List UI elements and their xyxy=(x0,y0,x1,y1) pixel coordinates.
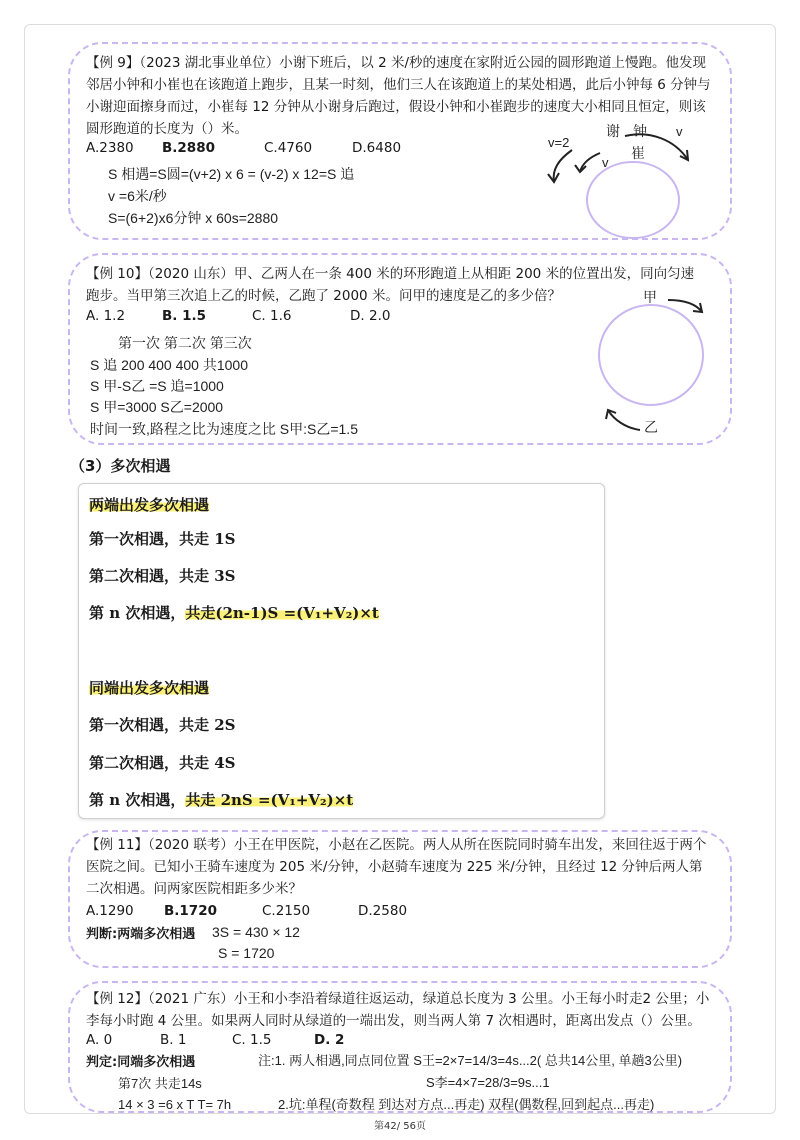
two-ends-nth-formula: 共走(2n-1)S =(V₁+V₂)×t xyxy=(185,604,379,622)
example-10-option-d: D. 2.0 xyxy=(350,308,391,324)
same-end-title: 同端出发多次相遇 xyxy=(89,679,210,697)
example-12-note-a: 第7次 共走14s xyxy=(118,1076,202,1091)
example-9-option-a: A.2380 xyxy=(86,140,134,156)
label-v2: v=2 xyxy=(548,135,570,150)
same-end-second: 第二次相遇，共走 4S xyxy=(89,754,236,772)
example-12-option-c: C. 1.5 xyxy=(232,1032,272,1048)
label-cui: 崔 xyxy=(631,146,645,162)
example-10-note-4: S 甲=3000 S乙=2000 xyxy=(90,399,224,415)
example-10-note-1: 第一次 第二次 第三次 xyxy=(118,335,252,351)
label-xie: 谢 xyxy=(606,124,620,140)
two-ends-second: 第二次相遇，共走 3S xyxy=(89,567,236,585)
page-number: 第42/ 56页 xyxy=(374,1121,426,1132)
section-title: （3）多次相遇 xyxy=(70,457,171,475)
example-11-note-1: 3S = 430 × 12 xyxy=(212,924,300,940)
example-9-track-diagram xyxy=(540,120,720,245)
example-10-note-3: S 甲-S乙 =S 追=1000 xyxy=(90,378,224,394)
example-12-question: 【例 12】（2021 广东）小王和小李沿着绿道往返运动，绿道总长度为 3 公里。小王每小时走2 公里；小李每小时跑 4 公里。如果两人同时从绿道的一端出发，则当两人第 7 次相遇时，距离出发点（）公里。 xyxy=(86,991,710,1029)
example-10-question: 【例 10】（2020 山东）甲、乙两人在一条 400 米的环形跑道上从相距 200 米的位置出发，同向匀速跑步。当甲第三次追上乙的时候，乙跑了 2000 米。问甲的速度是乙的多少倍？ xyxy=(86,266,695,304)
example-9-option-c: C.4760 xyxy=(264,140,313,156)
example-9-note-3: S=(6+2)x6分钟 x 60s=2880 xyxy=(108,210,279,226)
arrow-yi xyxy=(608,410,640,430)
example-9-option-b: B.2880 xyxy=(162,140,215,156)
example-11-judge: 判断:两端多次相遇 xyxy=(86,927,196,942)
circular-track xyxy=(599,305,703,405)
example-11-option-d: D.2580 xyxy=(358,903,408,919)
example-11-option-c: C.2150 xyxy=(262,903,311,919)
example-10-option-a: A. 1.2 xyxy=(86,308,126,324)
same-end-nth-formula: 共走 2nS =(V₁+V₂)×t xyxy=(185,791,354,809)
example-11-question: 【例 11】（2020 联考）小王在甲医院，小赵在乙医院。两人从所在医院同时骑车出发，来回往返于两个医院之间。已知小王骑车速度为 205 米/分钟，小赵骑车速度为 225 米/分钟，且经过 12 分钟后两人第二次相遇。问两家医院相距多少米？ xyxy=(86,837,707,897)
example-9-question: 【例 9】（2023 湖北事业单位）小谢下班后，以 2 米/秒的速度在家附近公园的圆形跑道上慢跑。他发现邻居小钟和小崔也在该跑道上跑步，且某一时刻，他们三人在该跑道上的某处相遇，此后小钟每 6 分钟与小谢迎面擦身而过，小崔每 12 分钟从小谢身后跑过，假设小钟和小崔跑步的速度大小相同且恒定，则该圆形跑道的长度为（）米。 xyxy=(86,55,711,137)
example-12-note-1: 注:1. 两人相遇,同点同位置 S王=2×7=14/3=4s...2( 总共14公里, 单趟3公里) xyxy=(258,1053,683,1068)
example-10-note-2: S 追 200 400 400 共1000 xyxy=(90,357,249,373)
example-12-option-d: D. 2 xyxy=(314,1032,345,1048)
two-ends-first: 第一次相遇，共走 1S xyxy=(89,530,236,548)
two-ends-nth-prefix: 第 n 次相遇， xyxy=(89,604,186,622)
circular-track xyxy=(587,162,679,238)
same-end-first: 第一次相遇，共走 2S xyxy=(89,716,236,734)
example-12-judge: 判定:同端多次相遇 xyxy=(86,1055,196,1070)
example-12-note-2: 2.坑:单程(奇数程 到达对方点...再走) 双程(偶数程,回到起点...再走) xyxy=(278,1097,655,1112)
example-10-note-5: 时间一致,路程之比为速度之比 S甲:S乙=1.5 xyxy=(90,421,358,437)
label-jia: 甲 xyxy=(643,290,657,306)
example-11-option-a: A.1290 xyxy=(86,903,134,919)
example-12-note-b: 14 × 3 =6 x T T= 7h xyxy=(118,1097,232,1112)
example-9-note-2: v =6米/秒 xyxy=(108,188,167,204)
example-12-option-b: B. 1 xyxy=(160,1032,187,1048)
label-zhong: 钟 xyxy=(633,124,647,140)
example-10-option-b: B. 1.5 xyxy=(162,308,207,324)
example-9-note-1: S 相遇=S圆=(v+2) x 6 = (v-2) x 12=S 追 xyxy=(108,166,355,182)
multiple-meetings-card xyxy=(78,483,605,819)
example-12-option-a: A. 0 xyxy=(86,1032,113,1048)
example-10-track-diagram xyxy=(590,282,720,442)
example-11-option-b: B.1720 xyxy=(164,903,217,919)
example-12-note-1b: S李=4×7=28/3=9s...1 xyxy=(426,1075,550,1090)
two-ends-title: 两端出发多次相遇 xyxy=(89,496,210,514)
example-11-note-2: S = 1720 xyxy=(218,945,275,961)
label-yi: 乙 xyxy=(644,420,658,436)
label-v-right: v xyxy=(676,124,683,139)
example-10-option-c: C. 1.6 xyxy=(252,308,292,324)
same-end-nth-prefix: 第 n 次相遇， xyxy=(89,791,186,809)
label-v-left: v xyxy=(602,155,609,170)
example-9-option-d: D.6480 xyxy=(352,140,402,156)
